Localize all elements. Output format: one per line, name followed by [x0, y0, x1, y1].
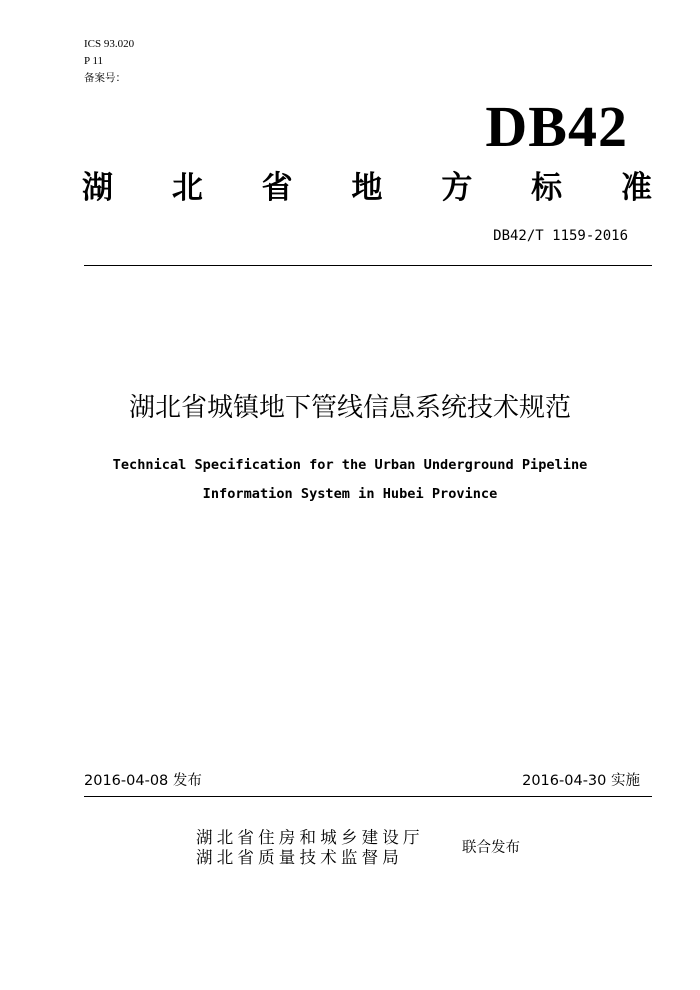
document-title-english-line1: Technical Specification for the Urban Underground Pipeline [112, 457, 588, 473]
issuing-department-1: 湖北省住房和城乡建设厅 [196, 828, 424, 847]
standard-type-title [82, 168, 652, 208]
standard-type-char: 标 [531, 170, 563, 206]
classification-code: P 11 [84, 55, 104, 67]
issue-date: 2016-04-08 发布 [84, 773, 202, 789]
joint-release-label: 联合发布 [462, 840, 520, 856]
standard-type-char: 地 [351, 170, 383, 206]
issuing-department-2: 湖北省质量技术监督局 [196, 848, 403, 867]
document-title-english-line2: Information System in Hubei Province [202, 486, 498, 502]
top-divider [84, 265, 652, 266]
bottom-divider [84, 796, 652, 797]
standard-type-char: 北 [171, 170, 203, 206]
ics-code: ICS 93.020 [84, 38, 135, 50]
standard-type-char: 方 [441, 170, 473, 206]
standard-code: DB42 [485, 94, 628, 159]
standard-type-char: 省 [261, 170, 293, 206]
record-number-label: 备案号： [84, 72, 126, 84]
implementation-date: 2016-04-30 实施 [522, 773, 640, 789]
standard-number: DB42/T 1159-2016 [493, 228, 628, 244]
standard-type-char: 准 [620, 170, 652, 206]
standard-type-char: 湖 [82, 170, 113, 206]
document-title-chinese: 湖北省城镇地下管线信息系统技术规范 [128, 393, 571, 423]
